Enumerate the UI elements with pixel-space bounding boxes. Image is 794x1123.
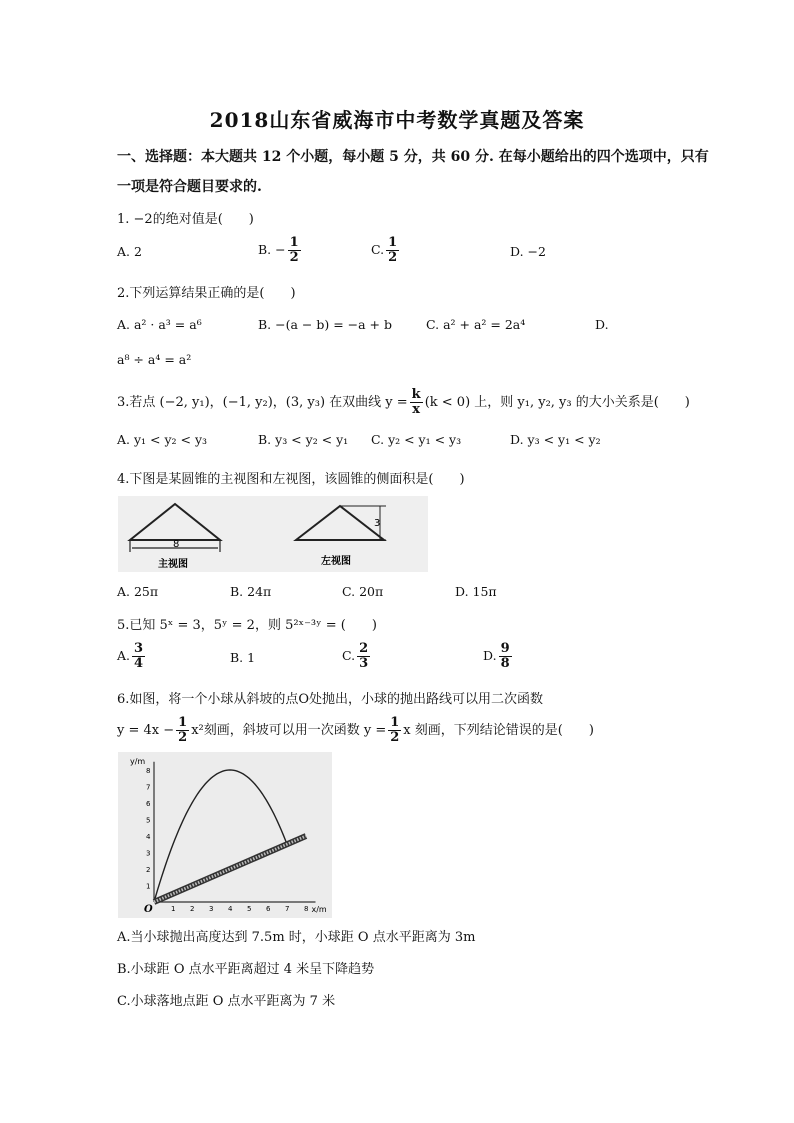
q6-option-b: B.小球距 O 点水平距离超过 4 米呈下降趋势 [117, 962, 375, 977]
x-tick-label: 5 [247, 905, 252, 913]
x-axis-label: x/m [311, 905, 327, 914]
q5-option-d: D. $\frac{9}{8}$ [483, 641, 510, 671]
q2-option-d: a⁸ ÷ a⁴ = a² [117, 352, 192, 367]
q4-option-b: B. 24π [230, 584, 272, 599]
origin-label: O [144, 904, 153, 915]
page-title: 2018山东省威海市中考数学真题及答案 [209, 108, 585, 132]
q5-option-c: C. $\frac{2}{3}$ [342, 641, 369, 671]
q3-stem: 3.若点 (−2, y₁)，(−1, y₂)，(3, y₃) 在双曲线 y = $\frac{k}{x}$ (k < 0) 上，则 y₁, y₂, y₃ 的大小关系是( ) [117, 387, 690, 417]
q5-stem: 5.已知 5ˣ = 3，5ʸ = 2，则 5²ˣ⁻³ʸ = ( ) [117, 618, 377, 633]
front-view-label: 主视图 [158, 559, 188, 570]
q5-option-b: B. 1 [230, 650, 256, 665]
q1-option-d: D. −2 [510, 244, 546, 259]
q3-option-c: C. y₂ < y₁ < y₃ [371, 432, 462, 447]
q3-option-b: B. y₃ < y₂ < y₁ [258, 432, 349, 447]
q4-option-a: A. 25π [117, 584, 159, 599]
x-tick-label: 1 [171, 905, 176, 913]
q1-stem: 1. −2的绝对值是( ) [117, 212, 254, 227]
y-tick-label: 3 [146, 849, 151, 858]
q6-stem-line2: y = 4x − $\frac{1}{2}$ x²刻画，斜坡可以用一次函数 y = $\frac{1}{2}$ x 刻画，下列结论错误的是( ) [117, 715, 594, 745]
x-tick-label: 6 [266, 905, 271, 913]
front-dim-label: 8 [173, 539, 180, 550]
y-axis-label: y/m [130, 757, 146, 766]
y-tick-label: 5 [146, 816, 151, 825]
q3-option-a: A. y₁ < y₂ < y₃ [117, 432, 208, 447]
q5-option-a: A. $\frac{3}{4}$ [117, 641, 144, 671]
x-tick-label: 4 [228, 905, 233, 913]
y-tick-label: 7 [146, 783, 151, 792]
q6-stem-line1: 6.如图，将一个小球从斜坡的点O处抛出，小球的抛出路线可以用二次函数 [117, 692, 544, 707]
x-tick-label: 3 [209, 905, 214, 913]
section-heading-line1: 一、选择题：本大题共 12 个小题，每小题 5 分，共 60 分. 在每小题给出的四个选项中，只有 [117, 149, 709, 165]
q2-option-c: C. a² + a² = 2a⁴ [426, 317, 526, 332]
section-heading-line2: 一项是符合题目要求的. [117, 179, 262, 195]
q4-option-d: D. 15π [455, 584, 497, 599]
q4-cone-views-figure [118, 496, 428, 572]
q6-option-a: A.当小球抛出高度达到 7.5m 时，小球距 O 点水平距离为 3m [117, 930, 476, 945]
q2-option-d-label: D. [595, 317, 609, 332]
y-tick-label: 4 [146, 833, 151, 841]
q2-stem: 2.下列运算结果正确的是( ) [117, 286, 296, 301]
x-tick-label: 7 [285, 905, 290, 913]
y-tick-label: 8 [146, 767, 151, 775]
y-tick-label: 2 [146, 866, 151, 874]
side-dim-label: 3 [374, 518, 381, 529]
q6-trajectory-chart [118, 752, 332, 918]
q4-stem: 4.下图是某圆锥的主视图和左视图，该圆锥的侧面积是( ) [117, 472, 465, 487]
q1-option-a: A. 2 [117, 244, 142, 259]
q3-option-d: D. y₃ < y₁ < y₂ [510, 432, 601, 447]
q2-option-b: B. −(a − b) = −a + b [258, 317, 393, 332]
q6-option-c: C.小球落地点距 O 点水平距离为 7 米 [117, 994, 336, 1009]
y-tick-label: 6 [146, 800, 151, 808]
x-tick-label: 2 [190, 905, 195, 913]
q2-option-a: A. a² · a³ = a⁶ [117, 317, 202, 332]
side-view-label: 左视图 [321, 556, 351, 567]
q1-option-c: C. $\frac{1}{2}$ [371, 235, 398, 265]
x-tick-label: 8 [304, 905, 309, 913]
y-tick-label: 1 [146, 882, 151, 891]
q1-option-b: B. − $\frac{1}{2}$ [258, 235, 299, 265]
q4-option-c: C. 20π [342, 584, 384, 599]
